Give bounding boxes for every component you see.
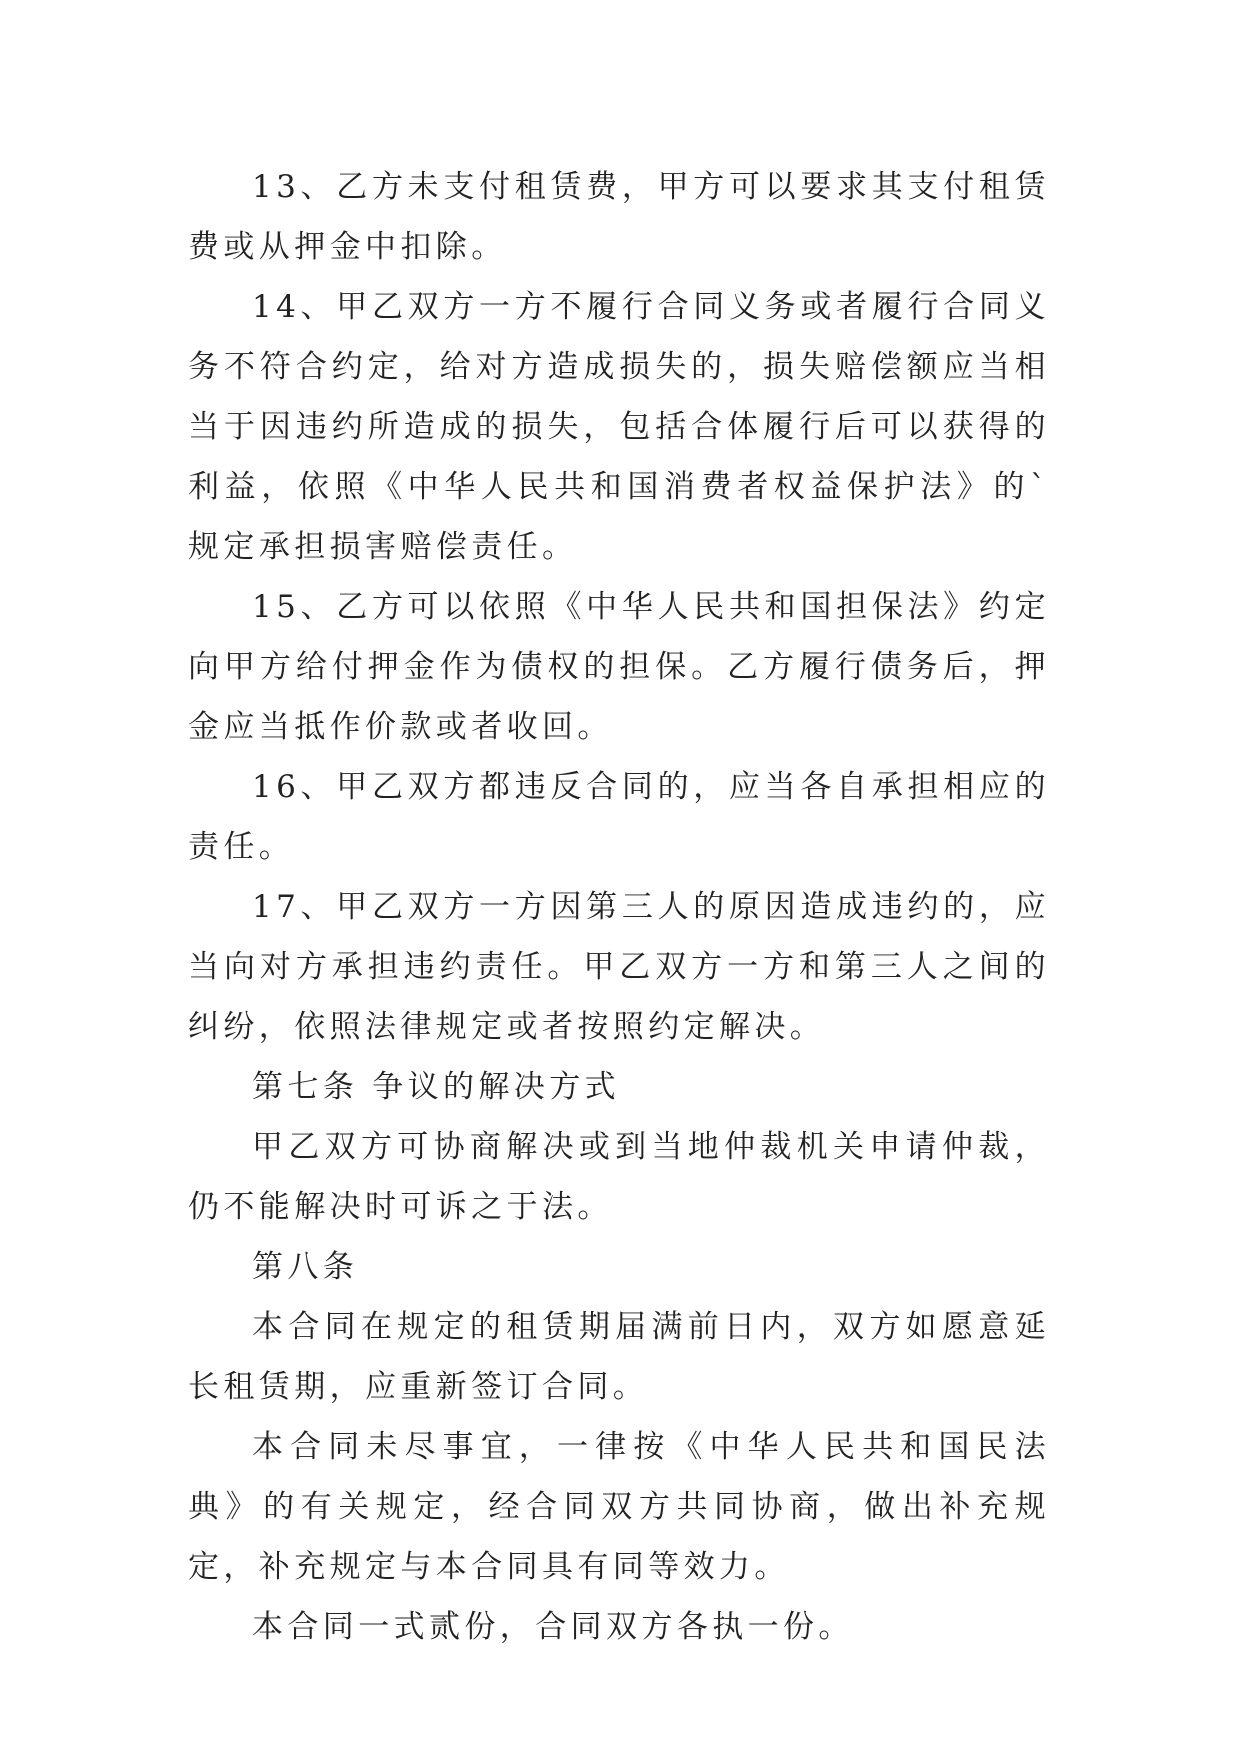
article-8-body-2: 本合同未尽事宜，一律按《中华人民共和国民法典》的有关规定，经合同双方共同协商，做出补充规定，补充规定与本合同具有同等效力。: [188, 1429, 1050, 1585]
clause-14: 14、甲乙双方一方不履行合同义务或者履行合同义务不符合约定，给对方造成损失的，损失赔偿额应当相当于因违约所造成的损失，包括合体履行后可以获得的利益，依照《中华人民共和国消费者权益保护法》的`规定承担损害赔偿责任。: [188, 289, 1050, 565]
document-body: [188, 157, 1050, 1657]
article-7-heading: [188, 1057, 1050, 1117]
clause-15: 15、乙方可以依照《中华人民共和国担保法》约定向甲方给付押金作为债权的担保。乙方履行债务后，押金应当抵作价款或者收回。: [188, 589, 1050, 745]
clause-16: 16、甲乙双方都违反合同的，应当各自承担相应的责任。: [188, 769, 1050, 865]
clause-13: 13、乙方未支付租赁费，甲方可以要求其支付租赁费或从押金中扣除。: [188, 169, 1050, 265]
clause-17: 17、甲乙双方一方因第三人的原因造成违约的，应当向对方承担违约责任。甲乙双方一方和第三人之间的纠纷，依照法律规定或者按照约定解决。: [188, 889, 1050, 1045]
article-7-number: 第七条: [252, 1069, 359, 1105]
article-7-title: 争议的解决方式: [372, 1069, 621, 1105]
article-8-body-1: 本合同在规定的租赁期届满前日内，双方如愿意延长租赁期，应重新签订合同。: [188, 1309, 1050, 1405]
article-8-body-3: 本合同一式贰份，合同双方各执一份。: [252, 1609, 854, 1645]
article-8-heading: 第八条: [252, 1249, 359, 1285]
article-7-body: 甲乙双方可协商解决或到当地仲裁机关申请仲裁，仍不能解决时可诉之于法。: [188, 1129, 1050, 1225]
